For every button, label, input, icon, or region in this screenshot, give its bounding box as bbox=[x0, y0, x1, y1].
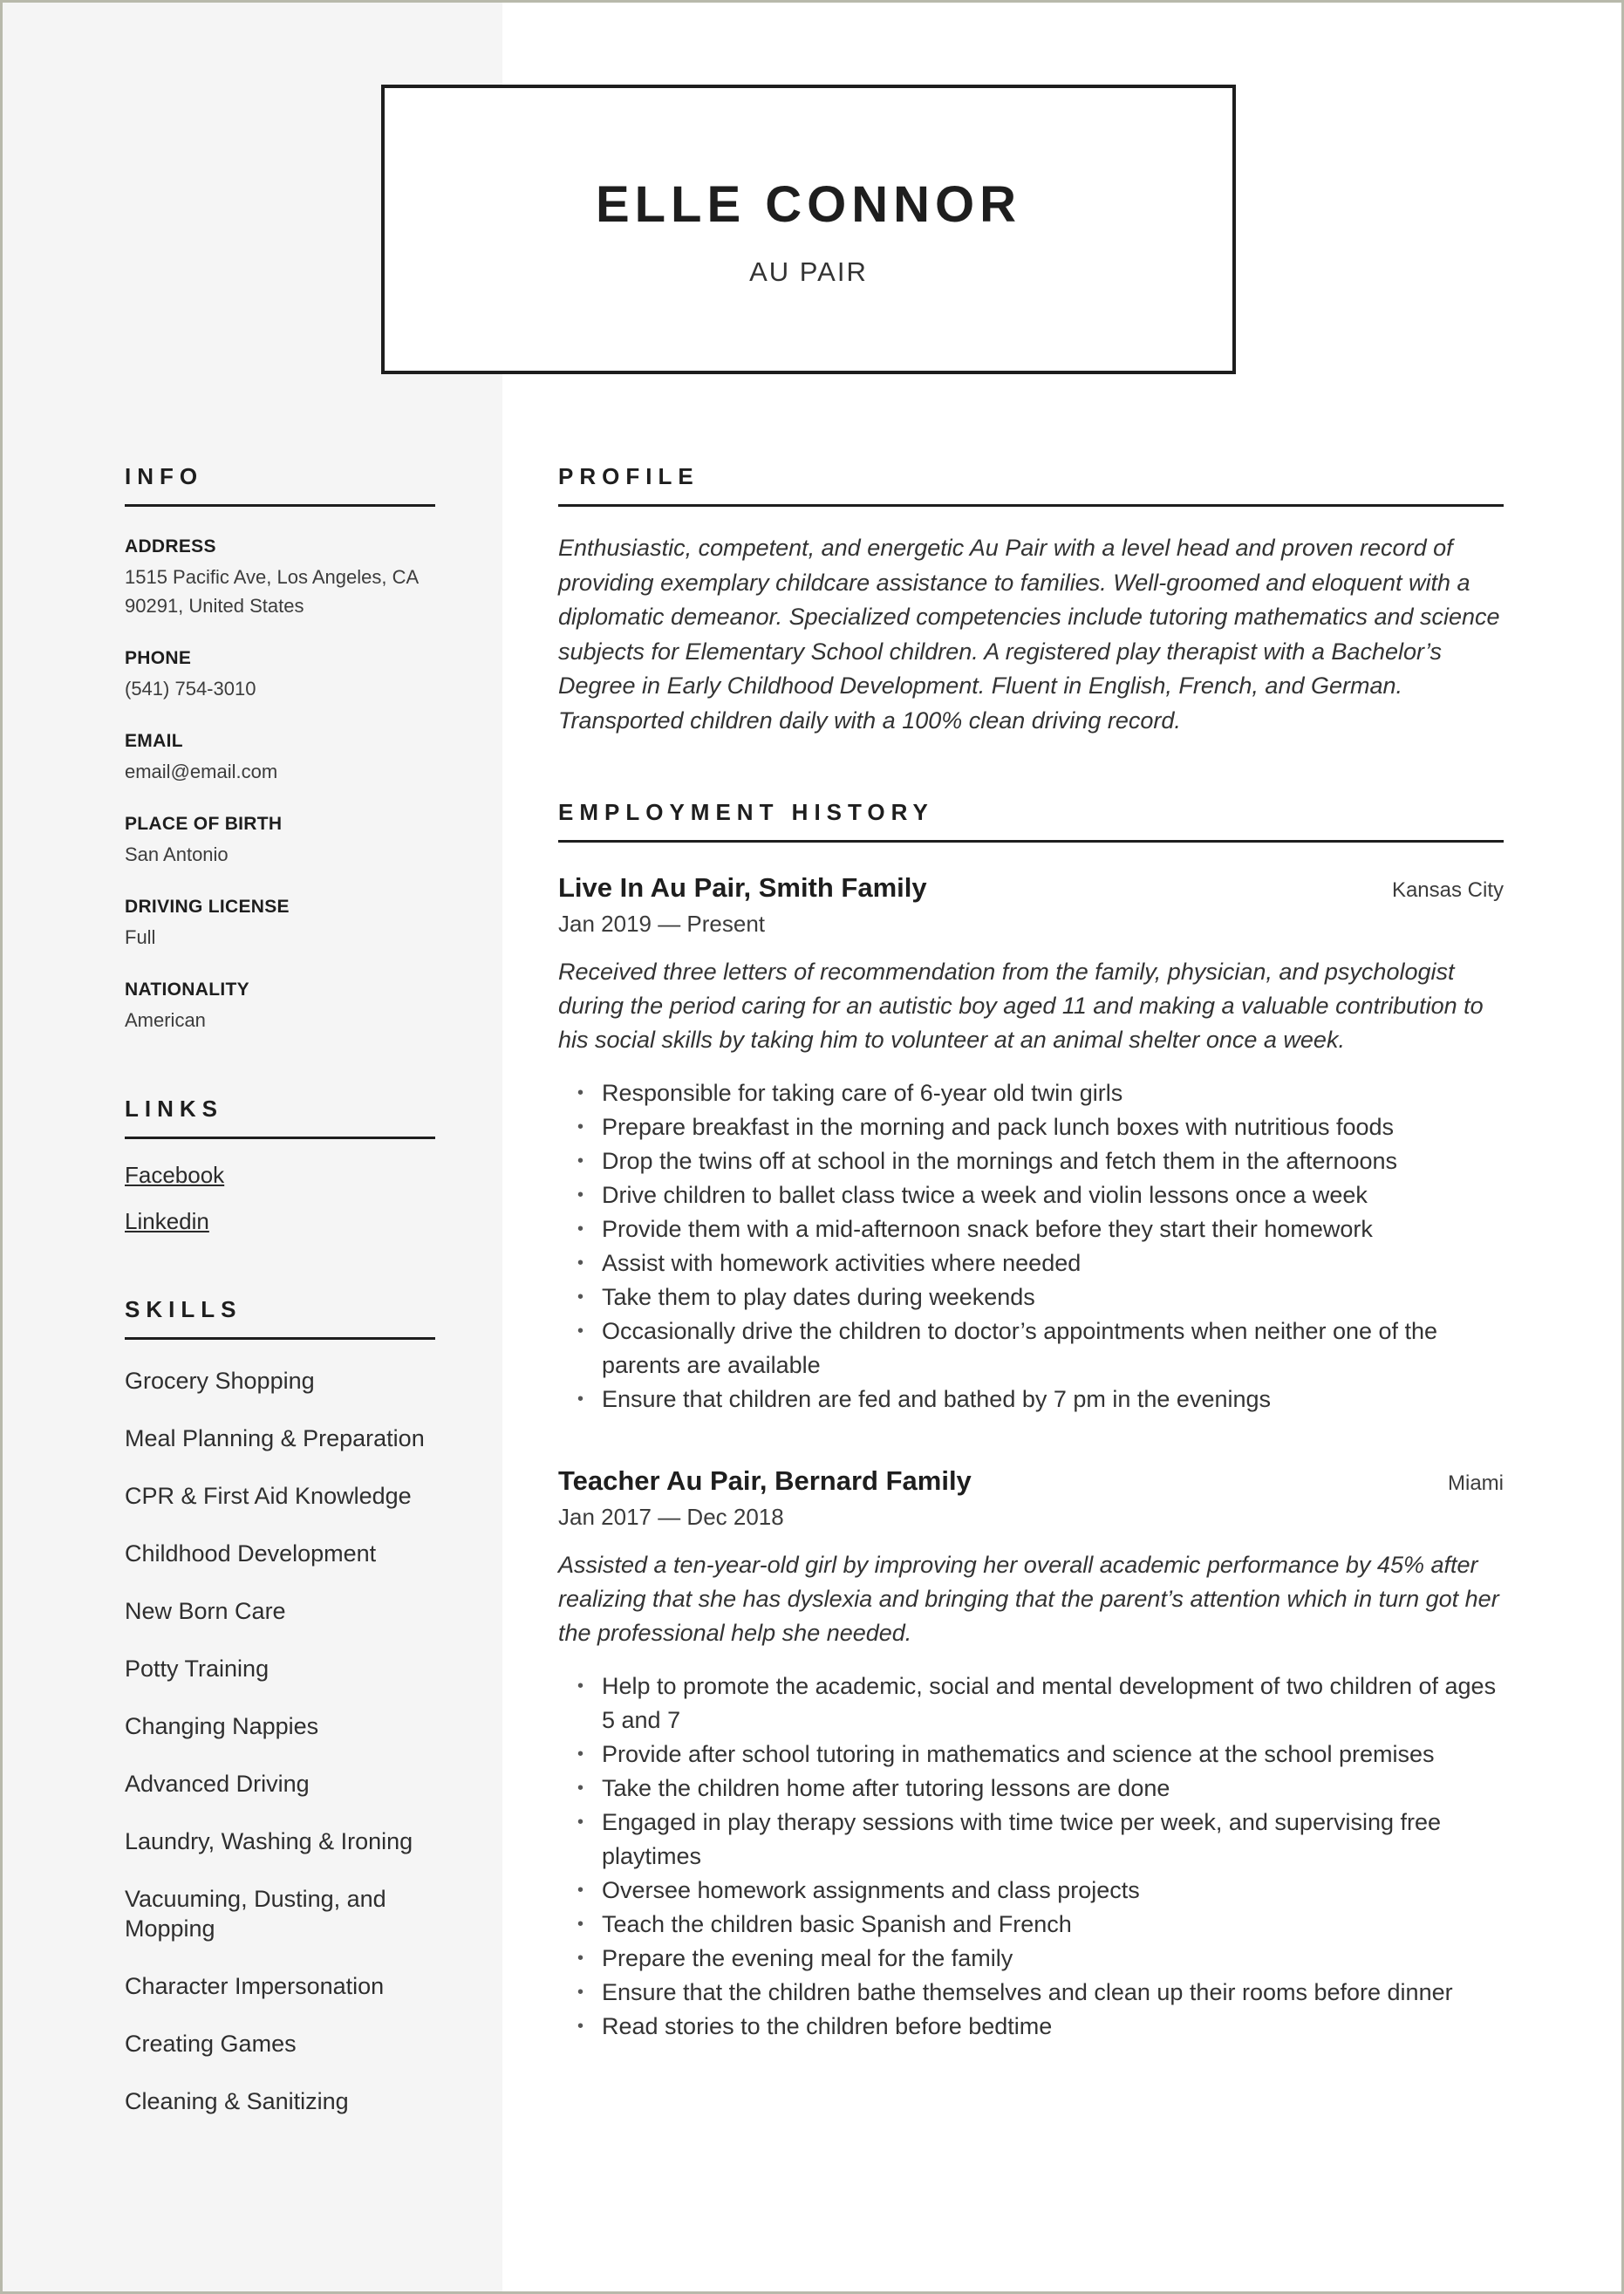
bullet-dot-icon: • bbox=[577, 1949, 584, 1968]
job-bullet-text: Drop the twins off at school in the mornings and fetch them in the afternoons bbox=[602, 1148, 1398, 1174]
bullet-dot-icon: • bbox=[577, 1253, 584, 1273]
job-bullet bbox=[558, 1874, 1504, 1908]
job-location: Kansas City bbox=[1391, 878, 1504, 902]
skill-item: Laundry, Washing & Ironing bbox=[125, 1828, 413, 1854]
job-dates: Jan 2017 — Dec 2018 bbox=[558, 1504, 784, 1530]
job-description: Assisted a ten-year-old girl by improving her overall academic performance by 45% after realizing that she has dyslexia and bringing that the parent’s attention which in turn got her the professional help she needed. bbox=[558, 1552, 1499, 1646]
job-bullet-text: Drive children to ballet class twice a week and violin lessons once a week bbox=[602, 1182, 1368, 1208]
job-role: AU PAIR bbox=[749, 256, 868, 287]
bullet-dot-icon: • bbox=[577, 1185, 584, 1205]
info-list bbox=[125, 536, 435, 1034]
job-bullet-text: Ensure that children are fed and bathed by 7 pm in the evenings bbox=[602, 1386, 1272, 1412]
job-bullet bbox=[558, 1772, 1504, 1806]
skill-item: CPR & First Aid Knowledge bbox=[125, 1483, 412, 1509]
job-bullet-text: Oversee homework assignments and class projects bbox=[602, 1877, 1140, 1903]
info-value: Full bbox=[125, 926, 156, 948]
info-label: PLACE OF BIRTH bbox=[125, 814, 283, 834]
skill-item: Changing Nappies bbox=[125, 1713, 319, 1739]
bullet-dot-icon: • bbox=[577, 1915, 584, 1934]
info-value: American bbox=[125, 1009, 206, 1031]
bullet-dot-icon: • bbox=[577, 1881, 584, 1900]
employment-heading: EMPLOYMENT HISTORY bbox=[558, 799, 1504, 843]
job-bullet-text: Occasionally drive the children to doctor’s appointments when neither one of the parents are available bbox=[602, 1318, 1438, 1378]
bullet-dot-icon: • bbox=[577, 1744, 584, 1764]
job-bullet-text: Prepare breakfast in the morning and pack lunch boxes with nutritious foods bbox=[602, 1114, 1395, 1140]
job-entry bbox=[558, 1465, 1504, 2044]
info-label: EMAIL bbox=[125, 731, 183, 751]
skill-item: Creating Games bbox=[125, 2031, 297, 2057]
job-header bbox=[558, 1465, 1504, 1497]
job-title: Teacher Au Pair, Bernard Family bbox=[558, 1465, 972, 1496]
left-column bbox=[125, 463, 435, 2116]
bullet-dot-icon: • bbox=[577, 1389, 584, 1409]
job-bullet-text: Prepare the evening meal for the family bbox=[602, 1945, 1013, 1971]
info-label: NATIONALITY bbox=[125, 980, 249, 1000]
job-bullet bbox=[558, 1110, 1504, 1144]
info-section bbox=[125, 463, 435, 1034]
skill-item: New Born Care bbox=[125, 1598, 286, 1624]
link-linkedin[interactable]: Linkedin bbox=[125, 1208, 209, 1234]
skill-item: Childhood Development bbox=[125, 1540, 377, 1567]
bullet-dot-icon: • bbox=[577, 1151, 584, 1171]
info-item bbox=[125, 536, 435, 620]
info-label: DRIVING LICENSE bbox=[125, 897, 290, 917]
skill-item: Character Impersonation bbox=[125, 1973, 385, 1999]
job-bullet bbox=[558, 1976, 1504, 2010]
skills-section bbox=[125, 1296, 435, 2116]
info-item bbox=[125, 980, 435, 1034]
job-bullet-text: Engaged in play therapy sessions with time twice per week, and supervising free playtimes bbox=[602, 1809, 1442, 1869]
skill-item: Grocery Shopping bbox=[125, 1368, 315, 1394]
job-bullet bbox=[558, 1280, 1504, 1314]
links-section bbox=[125, 1096, 435, 1235]
job-bullet bbox=[558, 1806, 1504, 1874]
skill-item: Meal Planning & Preparation bbox=[125, 1425, 425, 1451]
info-item bbox=[125, 897, 435, 952]
info-label: ADDRESS bbox=[125, 536, 216, 556]
job-bullet bbox=[558, 1908, 1504, 1942]
job-bullet-text: Teach the children basic Spanish and French bbox=[602, 1911, 1072, 1937]
job-bullet-text: Take them to play dates during weekends bbox=[602, 1284, 1035, 1310]
job-header bbox=[558, 872, 1504, 904]
job-bullet-text: Take the children home after tutoring lessons are done bbox=[602, 1775, 1170, 1801]
info-value: email@email.com bbox=[125, 761, 278, 782]
employment-section bbox=[558, 799, 1504, 2044]
skills-heading: SKILLS bbox=[125, 1296, 435, 1340]
bullet-dot-icon: • bbox=[577, 1676, 584, 1696]
right-column bbox=[558, 463, 1504, 2044]
info-item bbox=[125, 648, 435, 703]
job-bullet-text: Read stories to the children before bedtime bbox=[602, 2013, 1053, 2039]
job-bullet bbox=[558, 1383, 1504, 1417]
person-name: ELLE CONNOR bbox=[595, 176, 1022, 233]
bullet-dot-icon: • bbox=[577, 1083, 584, 1103]
job-bullet bbox=[558, 1942, 1504, 1976]
profile-section bbox=[558, 463, 1504, 738]
job-location: Miami bbox=[1448, 1471, 1504, 1495]
job-bullet bbox=[558, 1144, 1504, 1178]
job-bullet-list bbox=[558, 1669, 1504, 2044]
bullet-dot-icon: • bbox=[577, 1219, 584, 1239]
bullet-dot-icon: • bbox=[577, 2017, 584, 2036]
job-title: Live In Au Pair, Smith Family bbox=[558, 872, 927, 903]
skill-item: Vacuuming, Dusting, and Mopping bbox=[125, 1886, 386, 1942]
profile-heading: PROFILE bbox=[558, 463, 1504, 507]
links-heading: LINKS bbox=[125, 1096, 435, 1139]
job-entry bbox=[558, 872, 1504, 1417]
skill-item: Advanced Driving bbox=[125, 1771, 310, 1797]
bullet-dot-icon: • bbox=[577, 1779, 584, 1798]
link-facebook[interactable]: Facebook bbox=[125, 1162, 225, 1188]
info-value: San Antonio bbox=[125, 843, 229, 865]
job-bullet bbox=[558, 1246, 1504, 1280]
job-bullet bbox=[558, 1314, 1504, 1383]
bullet-dot-icon: • bbox=[577, 1117, 584, 1137]
job-bullet bbox=[558, 1212, 1504, 1246]
job-bullet bbox=[558, 1738, 1504, 1772]
job-bullet-text: Provide them with a mid-afternoon snack before they start their homework bbox=[602, 1216, 1373, 1242]
job-bullet bbox=[558, 1178, 1504, 1212]
skill-item: Cleaning & Sanitizing bbox=[125, 2088, 349, 2114]
job-description: Received three letters of recommendation from the family, physician, and psychologist during the period caring for an autistic boy aged 11 and making a valuable contribution to his social skills by taking him to volunteer at an animal shelter once a week. bbox=[558, 959, 1484, 1053]
bullet-dot-icon: • bbox=[577, 1813, 584, 1832]
links-list bbox=[125, 1162, 435, 1235]
profile-text: Enthusiastic, competent, and energetic Au Pair with a level head and proven record of providing exemplary childcare assistance to families. Well-groomed and eloquent with a diplomatic demeanor. Specialized competencies include tutoring mathematics and science subjects for Elementary School children. A registered play therapist with a Bachelor’s Degree in Early Childhood Development. Fluent in English, French, and German. Transported children daily with a 100% clean driving record. bbox=[558, 535, 1500, 734]
job-bullet-list bbox=[558, 1076, 1504, 1417]
job-bullet bbox=[558, 2010, 1504, 2044]
info-item bbox=[125, 814, 435, 869]
info-label: PHONE bbox=[125, 648, 192, 668]
skills-list bbox=[125, 1366, 435, 2116]
bullet-dot-icon: • bbox=[577, 1321, 584, 1341]
info-value: (541) 754-3010 bbox=[125, 678, 256, 700]
name-header-box bbox=[381, 85, 1236, 374]
bullet-dot-icon: • bbox=[577, 1287, 584, 1307]
job-dates: Jan 2019 — Present bbox=[558, 911, 766, 937]
resume-page bbox=[3, 3, 1621, 2291]
job-bullet bbox=[558, 1076, 1504, 1110]
skill-item: Potty Training bbox=[125, 1656, 270, 1682]
job-bullet bbox=[558, 1669, 1504, 1738]
jobs-list bbox=[558, 872, 1504, 2044]
info-value: 1515 Pacific Ave, Los Angeles, CA 90291, United States bbox=[125, 566, 418, 617]
job-bullet-text: Assist with homework activities where needed bbox=[602, 1250, 1082, 1276]
bullet-dot-icon: • bbox=[577, 1983, 584, 2002]
job-bullet-text: Provide after school tutoring in mathematics and science at the school premises bbox=[602, 1741, 1435, 1767]
info-heading: INFO bbox=[125, 463, 435, 507]
info-item bbox=[125, 731, 435, 786]
job-bullet-text: Help to promote the academic, social and mental development of two children of ages 5 and 7 bbox=[602, 1673, 1497, 1733]
job-bullet-text: Responsible for taking care of 6-year old twin girls bbox=[602, 1080, 1123, 1106]
job-bullet-text: Ensure that the children bathe themselves and clean up their rooms before dinner bbox=[602, 1979, 1453, 2005]
